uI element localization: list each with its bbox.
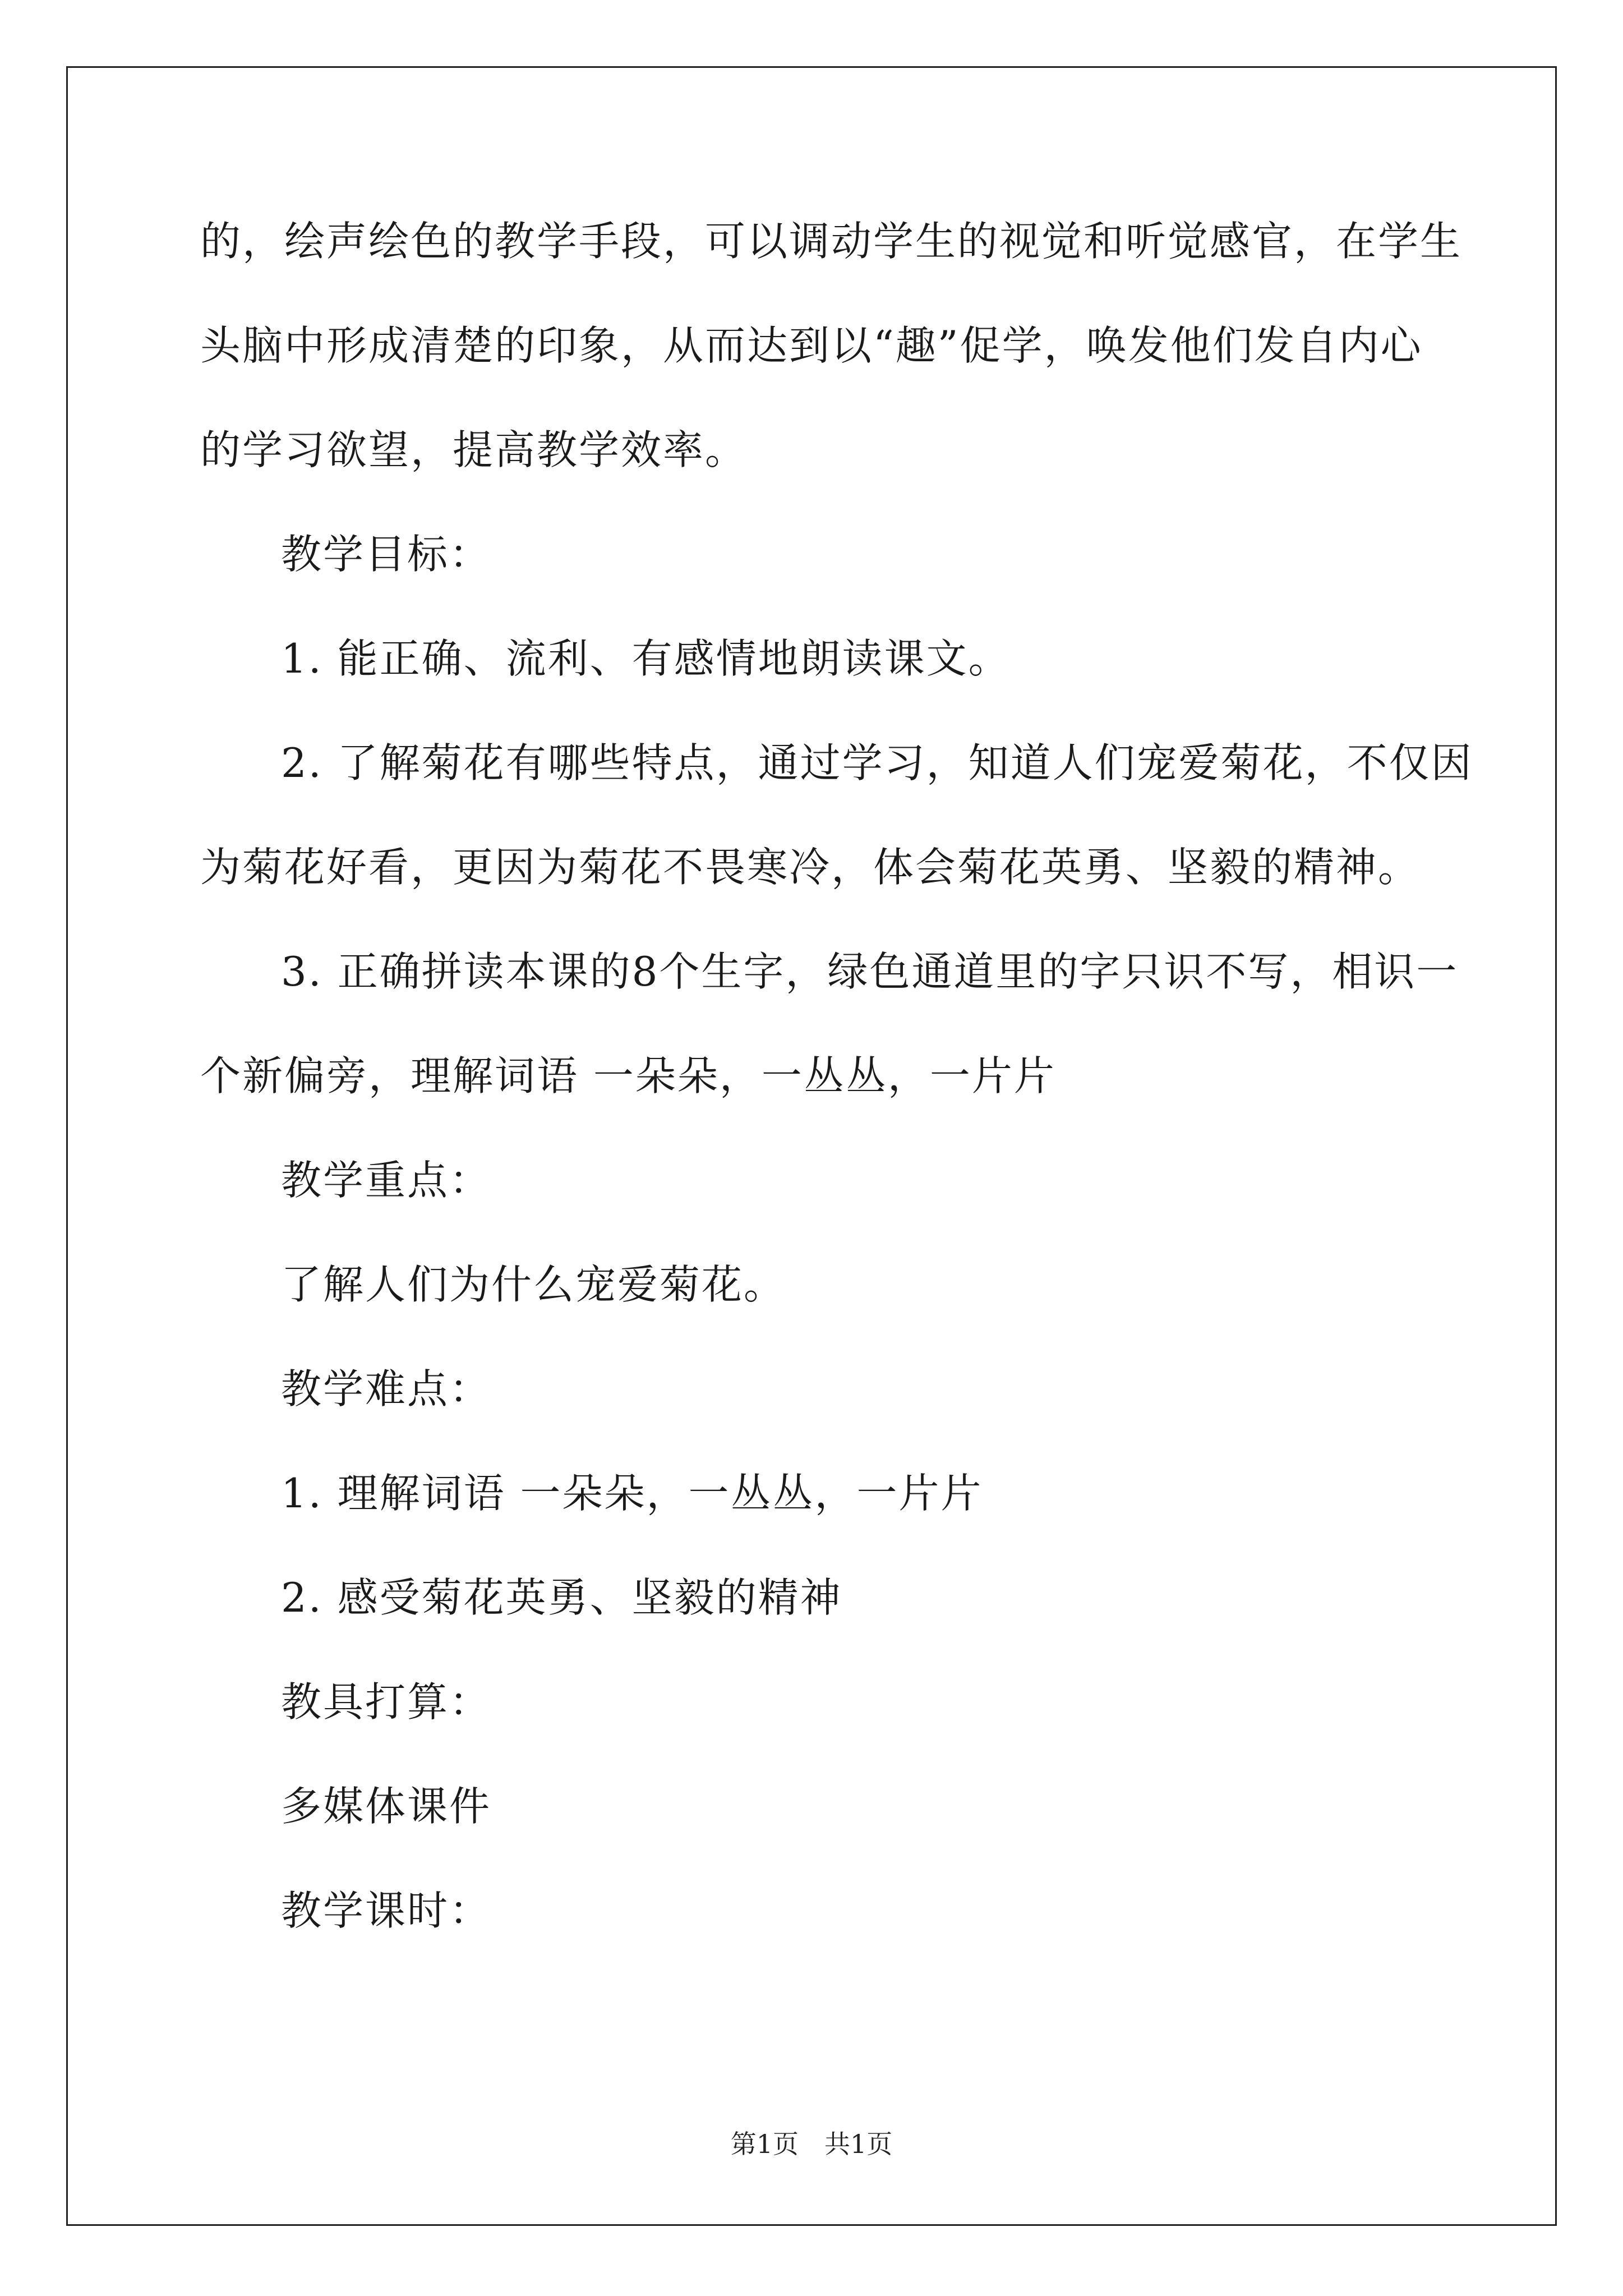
paragraph-line: 了解人们为什么宠爱菊花。: [281, 1261, 786, 1308]
section-heading-objectives: 教学目标：: [281, 531, 492, 578]
section-heading-materials: 教具打算：: [281, 1678, 492, 1726]
list-item-continuation: 为菊花好看，更因为菊花不畏寒冷，体会菊花英勇、坚毅的精神。: [200, 844, 1421, 891]
paragraph-line: 的学习欲望，提高教学效率。: [200, 426, 748, 473]
list-item: 3. 正确拼读本课的8个生字，绿色通道里的字只识不写，相识一: [281, 948, 1459, 995]
list-item: 2. 了解菊花有哪些特点，通过学习，知道人们宠爱菊花，不仅因: [281, 739, 1473, 786]
list-item: 1. 理解词语 一朵朵，一丛丛，一片片: [281, 1470, 983, 1517]
page-number: 第1页 共1页: [730, 2129, 893, 2159]
paragraph-line: 的，绘声绘色的教学手段，可以调动学生的视觉和听觉感官，在学生: [200, 218, 1463, 265]
section-heading-key-points: 教学重点：: [281, 1157, 492, 1204]
list-item: 1. 能正确、流利、有感情地朗读课文。: [281, 635, 1011, 682]
paragraph-line: 头脑中形成清楚的印象，从而达到以“趣”促学，唤发他们发自内心: [200, 322, 1423, 369]
list-item-continuation: 个新偏旁，理解词语 一朵朵，一丛丛，一片片: [200, 1052, 1056, 1099]
section-heading-difficulties: 教学难点：: [281, 1365, 492, 1412]
list-item: 2. 感受菊花英勇、坚毅的精神: [281, 1574, 842, 1621]
paragraph-line: 多媒体课件: [281, 1783, 492, 1830]
section-heading-class-hours: 教学课时：: [281, 1887, 492, 1934]
